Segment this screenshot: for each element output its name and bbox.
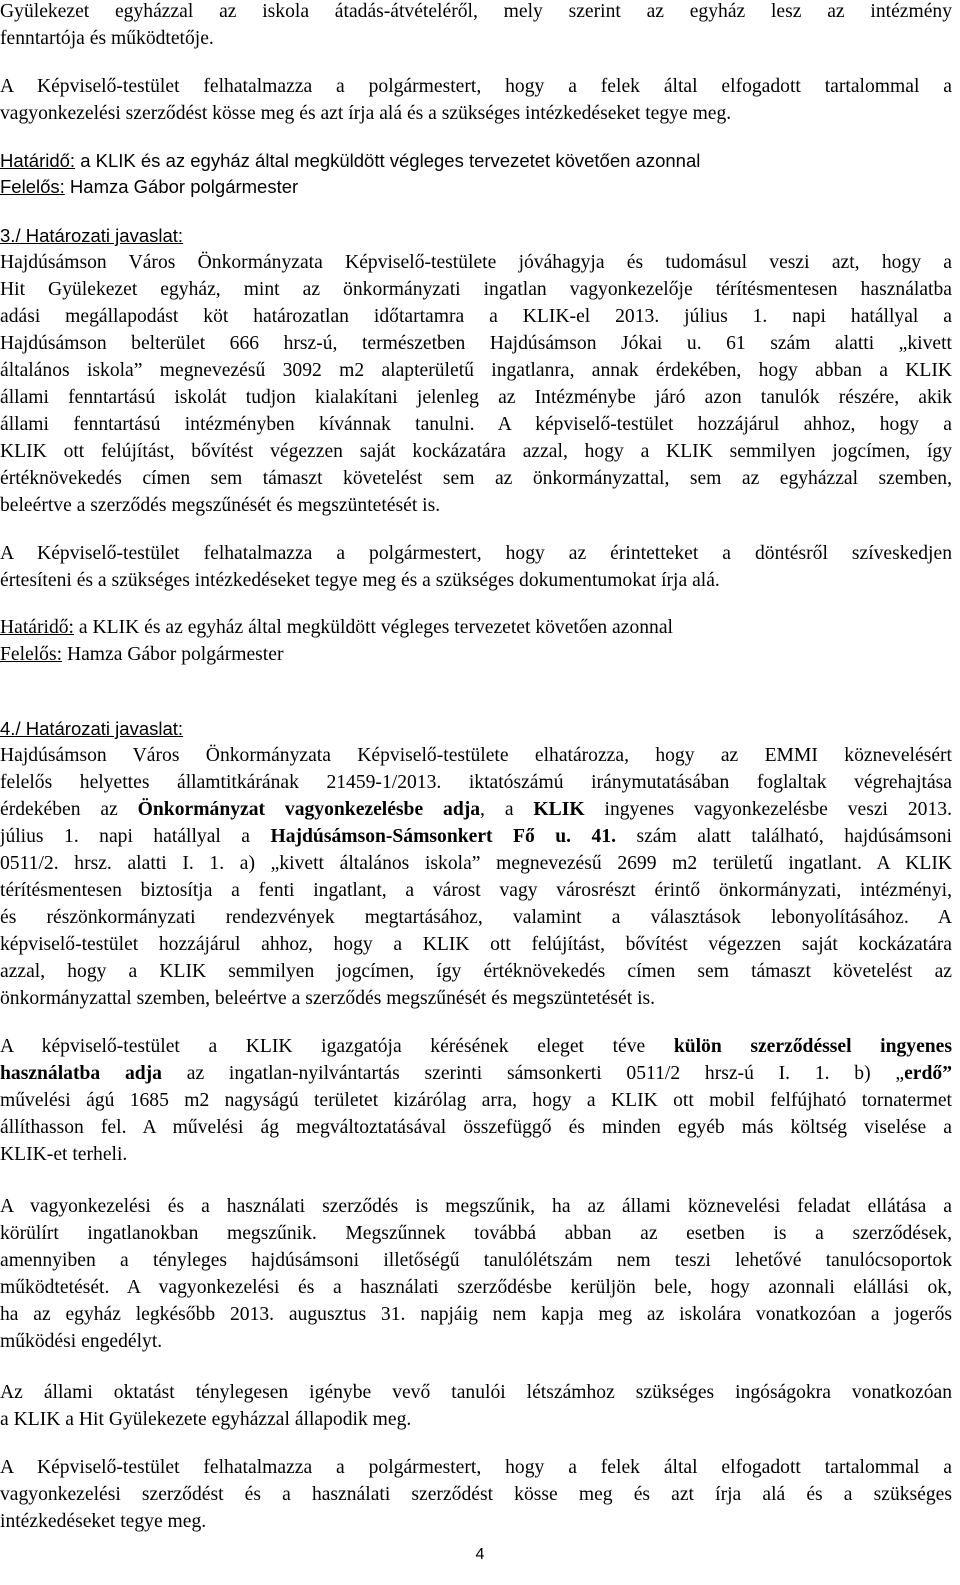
- text-line: Az állami oktatást ténylegesen igénybe vevő tanulói létszámhoz szükséges ingóságokra vonatkozóan: [0, 1382, 952, 1403]
- deadline-label: Határidő:: [0, 150, 76, 171]
- responsible-label: Felelős:: [0, 176, 65, 197]
- text-line: A Képviselő-testület felhatalmazza a polgármestert, hogy a felek által elfogadott tartalommal a: [0, 1457, 952, 1478]
- bold-run: ”: [942, 1063, 952, 1084]
- text-line: [0, 796, 952, 824]
- text-line: Hit Gyülekezet egyház, mint az önkormányzati ingatlan vagyonkezelője térítésmentesen használatba: [0, 279, 952, 300]
- page-number: 4: [475, 1546, 485, 1563]
- text-line: vagyonkezelési szerződést kösse meg és azt írja alá és a szükséges intézkedéseket tegye meg.: [0, 103, 732, 124]
- text-line: értéknövekedés címen sem támaszt követelést sem az önkormányzattal, sem az egyházzal szemben,: [0, 468, 952, 489]
- deadline-text: a KLIK és az egyház által megküldött végleges tervezetet követően azonnal: [74, 617, 673, 638]
- text-line: képviselő-testület hozzájárul ahhoz, hogy a KLIK ott felújítást, bővítést végezzen saját kockázatára: [0, 934, 952, 955]
- text-line: általános iskola” megnevezésű 3092 m2 alapterületű ingatlanra, annak érdekében, hogy abban a KLIK: [0, 360, 952, 381]
- text-run: A képviselő-testület a KLIK igazgatója kérésének eleget téve: [0, 1036, 674, 1057]
- text-run: szám alatt található, hajdúsámsoni: [616, 826, 952, 847]
- text-line: értesíteni és a szükséges intézkedéseket tegye meg és a szükséges dokumentumokat írja alá.: [0, 570, 720, 591]
- responsible-label: Felelős:: [0, 644, 63, 665]
- text-line: művelési ágú 1685 m2 nagyságú területet kizárólag arra, hogy a KLIK ott mobil felfújható tornatermet: [0, 1090, 952, 1111]
- bold-run: használatba adja: [0, 1063, 162, 1084]
- text-line: [0, 1033, 952, 1061]
- section-heading-4: [0, 715, 952, 744]
- text-line: állami fenntartású intézményben kívánnak tanulni. A képviselő-testület hozzájárul ahhoz, hogy a: [0, 414, 952, 435]
- text-run: , a: [480, 799, 534, 820]
- bold-run: KLIK: [533, 799, 585, 820]
- text-line: [0, 823, 952, 851]
- text-line: KLIK-et terheli.: [0, 1144, 128, 1165]
- text-line: működtetését. A vagyonkezelési és a használati szerződésbe kerüljön bele, hogy azonnali elállási ok,: [0, 1277, 952, 1298]
- text-line: [0, 1060, 952, 1088]
- text-run: érdekében az: [0, 799, 138, 820]
- section-number: 3.: [0, 225, 16, 246]
- deadline-line-1: [0, 147, 952, 176]
- text-line: amennyiben a tényleges hajdúsámsoni illetőségű tanulólétszám nem teszi lehetővé tanulócsoportok: [0, 1250, 952, 1271]
- text-line: felelős helyettes államtitkárának 21459-1/2013. iktatószámú iránymutatásában foglaltak végrehajtása: [0, 772, 952, 793]
- responsible-text: Hamza Gábor polgármester: [64, 176, 299, 197]
- text-line: Gyülekezet egyházzal az iskola átadás-átvételéről, mely szerint az egyház lesz az intézmény: [0, 1, 952, 22]
- text-line: és részönkormányzati rendezvények megtartásához, valamint a választások lebonyolításához. A: [0, 907, 952, 928]
- text-line: állíthasson fel. A művelési ág megváltoztatásával összefüggő és minden egyéb más költség viselése a: [0, 1117, 952, 1138]
- deadline-text: a KLIK és az egyház által megküldött végleges tervezetet követően azonnal: [75, 150, 701, 171]
- text-line: működési engedélyt.: [0, 1331, 163, 1352]
- text-line: önkormányzattal szemben, beleértve a szerződés megszűnését és megszüntetését is.: [0, 988, 656, 1009]
- text-line: A Képviselő-testület felhatalmazza a polgármestert, hogy a felek által elfogadott tartalommal a: [0, 76, 952, 97]
- bold-run: erdő: [904, 1063, 943, 1084]
- bold-run: Önkormányzat vagyonkezelésbe adja: [137, 799, 481, 820]
- section-title: / Határozati javaslat:: [15, 225, 184, 246]
- text-line: körülírt ingatlanokban megszűnik. Megszűnnek továbbá abban az esetben is a szerződések,: [0, 1223, 952, 1244]
- text-line: beleértve a szerződés megszűnését és megszüntetését is.: [0, 495, 441, 516]
- text-line: A Képviselő-testület felhatalmazza a polgármestert, hogy az érintetteket a döntésről szíveskedjen: [0, 543, 952, 564]
- text-line: A vagyonkezelési és a használati szerződés is megszűnik, ha az állami köznevelési feladat ellátása a: [0, 1196, 952, 1217]
- section-heading-3: [0, 222, 952, 251]
- text-line: 0511/2. hrsz. alatti I. 1. a) „kivett általános iskola” megnevezésű 2699 m2 területű ingatlant. A KLIK: [0, 853, 952, 874]
- text-line: Hajdúsámson Város Önkormányzata Képviselő-testülete elhatározza, hogy az EMMI köznevelésért: [0, 745, 952, 766]
- text-line: Hajdúsámson belterület 666 hrsz-ú, természetben Hajdúsámson Jókai u. 61 szám alatti „kivett: [0, 333, 952, 354]
- text-line: azzal, hogy a KLIK semmilyen jogcímen, így értéknövekedés címen sem támaszt követelést az: [0, 961, 952, 982]
- text-line: a KLIK a Hit Gyülekezete egyházzal állapodik meg.: [0, 1409, 412, 1430]
- text-line: adási megállapodást köt határozatlan időtartamra a KLIK-el 2013. július 1. napi hatállyal a: [0, 306, 952, 327]
- responsible-line-2: [0, 641, 952, 669]
- bold-run: Hajdúsámson-Sámsonkert Fő u. 41.: [270, 826, 617, 847]
- deadline-line-2: [0, 614, 952, 642]
- responsible-text: Hamza Gábor polgármester: [62, 644, 284, 665]
- section-number: 4.: [0, 718, 16, 739]
- text-line: ha az egyház legkésőbb 2013. augusztus 31. napjáig nem kapja meg az iskolára vonatkozóan a jogerős: [0, 1304, 952, 1325]
- bold-run: külön szerződéssel ingyenes: [673, 1036, 952, 1057]
- section-title: / Határozati javaslat:: [15, 718, 184, 739]
- text-line: térítésmentesen biztosítja a fenti ingatlant, a várost vagy városrészt érintő önkormányzati, intézményi,: [0, 880, 952, 901]
- deadline-label: Határidő:: [0, 617, 74, 638]
- text-run: az ingatlan-nyilvántartás szerinti sámsonkerti 0511/2 hrsz-ú I. 1. b) „: [161, 1063, 905, 1084]
- responsible-line-1: [0, 173, 952, 202]
- text-line: Hajdúsámson Város Önkormányzata Képviselő-testülete jóváhagyja és tudomásul veszi azt, hogy a: [0, 252, 952, 273]
- text-line: fenntartója és működtetője.: [0, 28, 214, 49]
- text-line: állami fenntartású iskolát tudjon kialakítani jelenleg az Intézménybe járó azon tanulók részére, akik: [0, 387, 952, 408]
- text-line: vagyonkezelési szerződést és a használati szerződést kösse meg és azt írja alá és a szükséges: [0, 1484, 952, 1505]
- text-line: intézkedéseket tegye meg.: [0, 1511, 207, 1532]
- text-run: július 1. napi hatállyal a: [0, 826, 271, 847]
- text-run: ingyenes vagyonkezelésbe veszi 2013.: [584, 799, 952, 820]
- text-line: KLIK ott felújítást, bővítést végezzen saját kockázatára azzal, hogy a KLIK semmilyen jogcímen, így: [0, 441, 952, 462]
